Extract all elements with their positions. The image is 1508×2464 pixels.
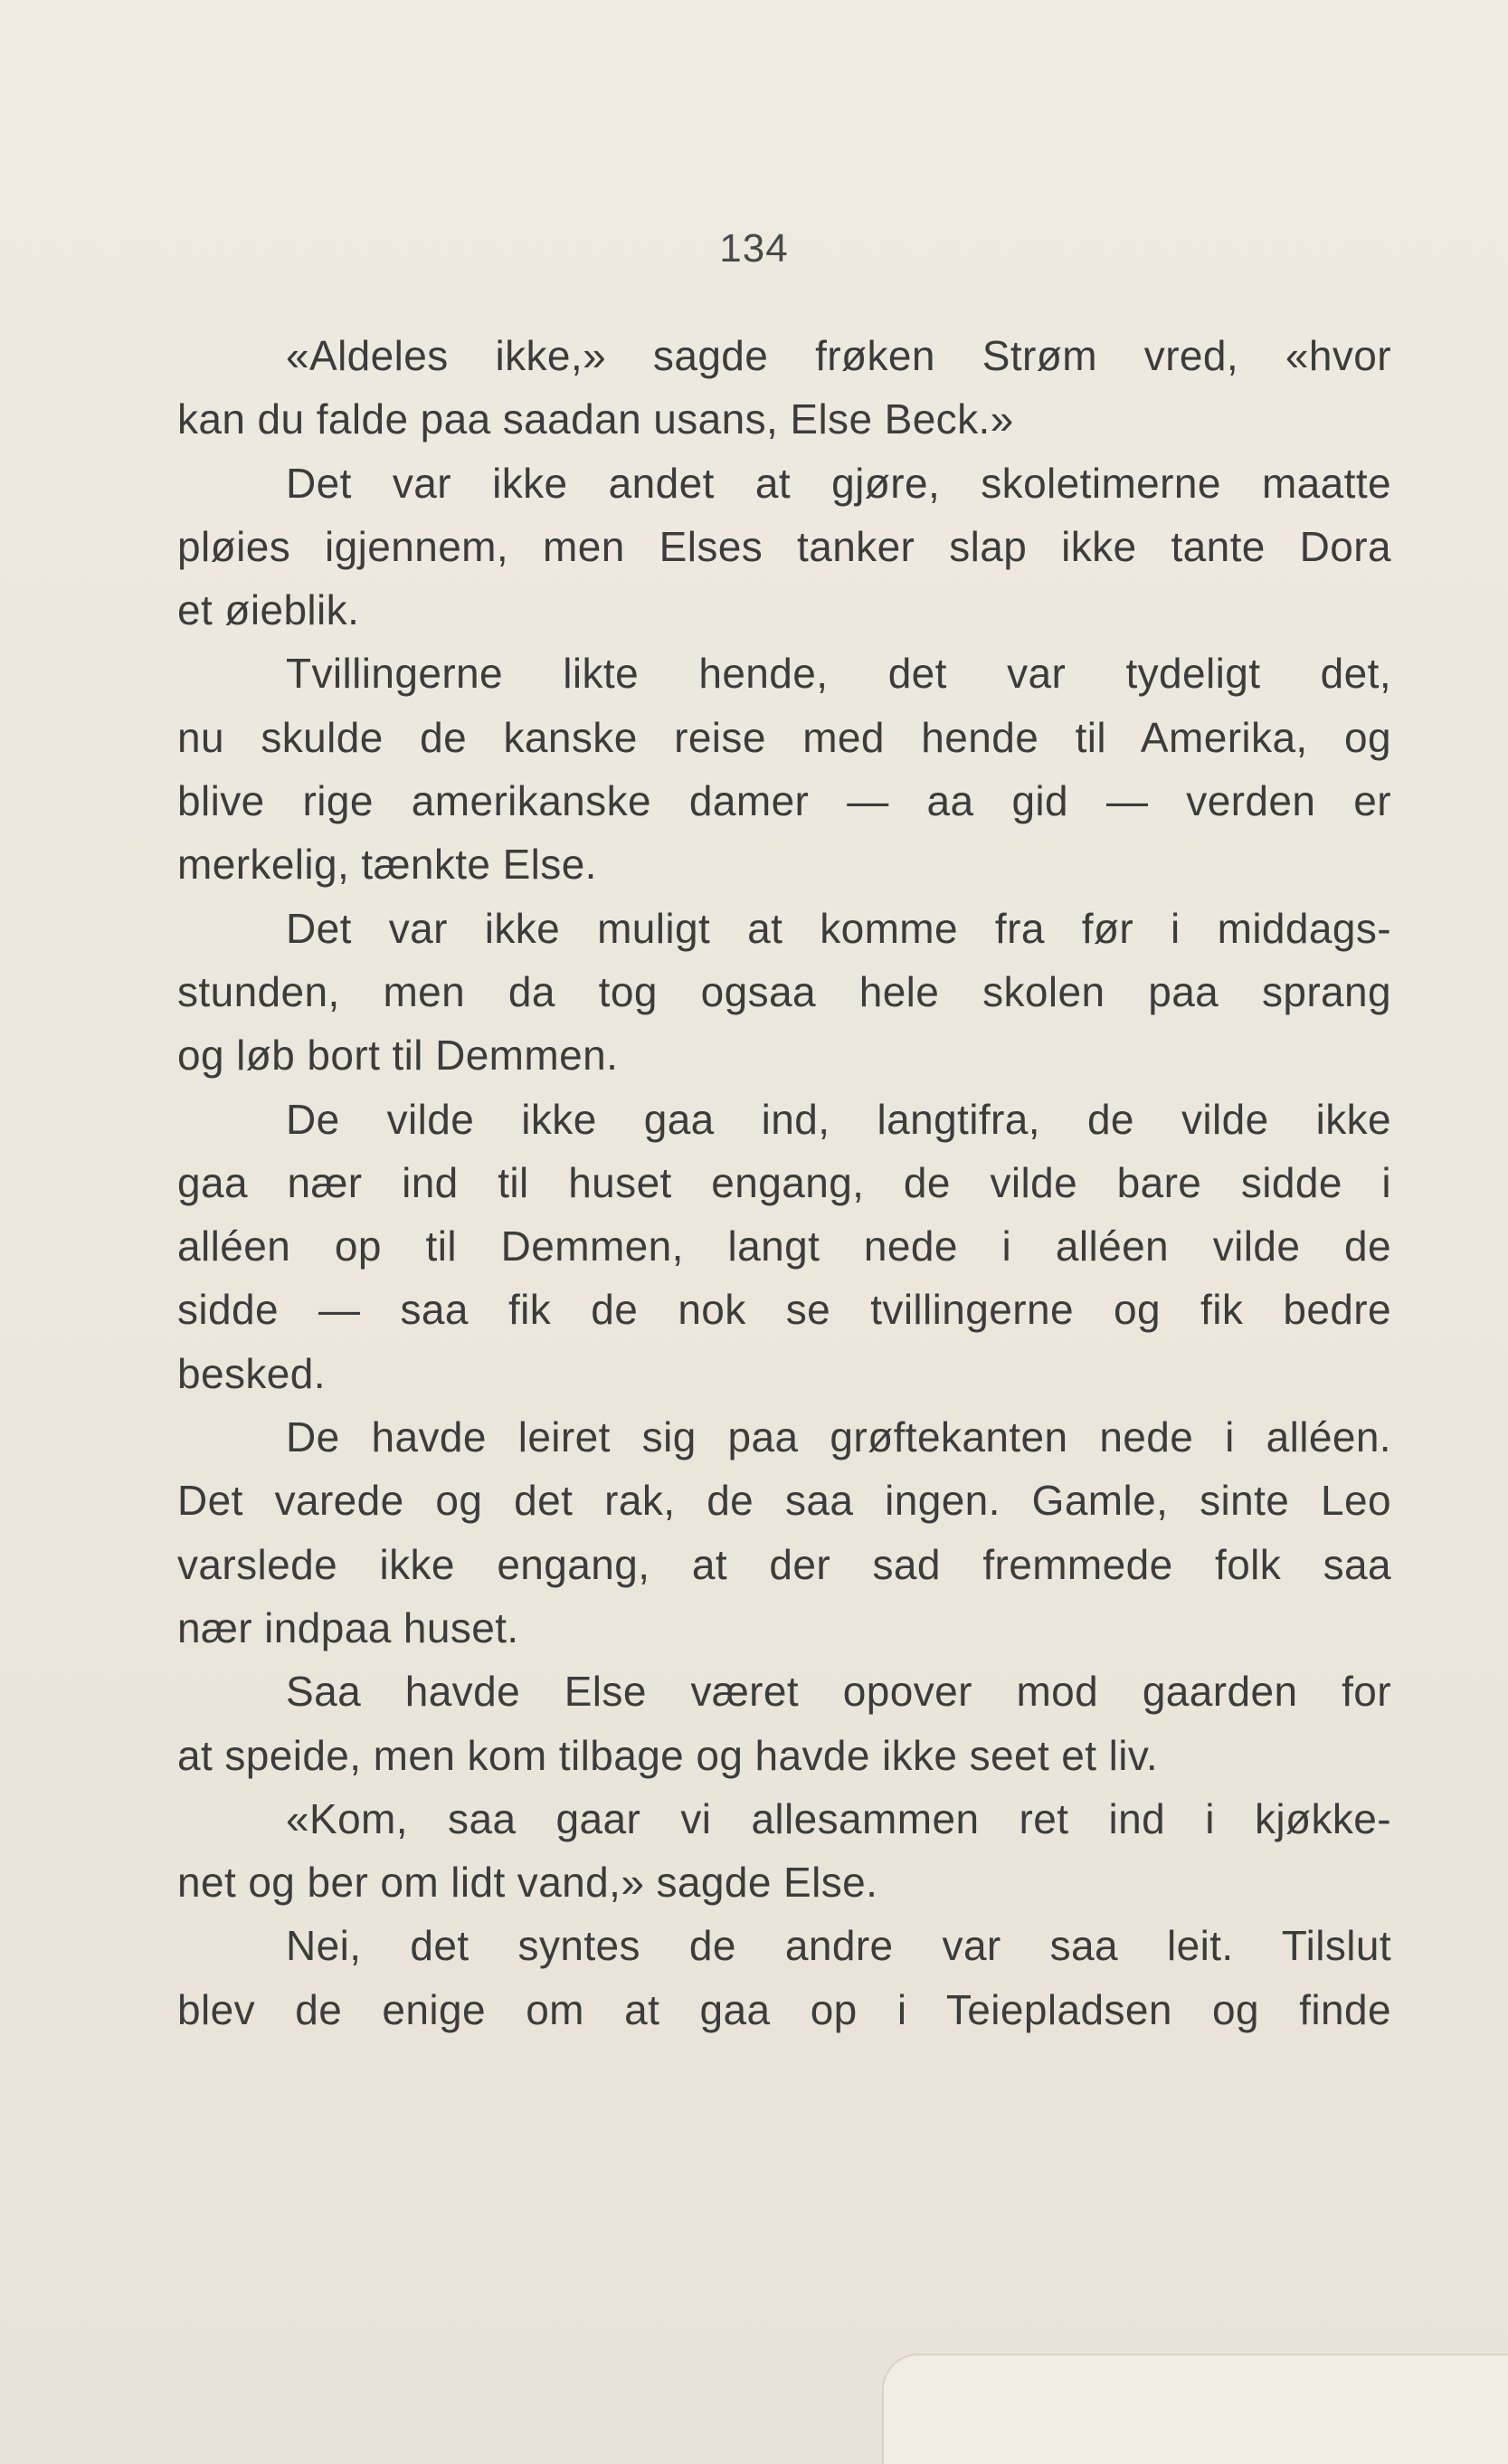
text-line: Saa havde Else været opover mod gaarden for bbox=[286, 1668, 1391, 1716]
text-line: blive rige amerikanske damer — aa gid — verden er bbox=[177, 777, 1391, 825]
body-text bbox=[177, 324, 1391, 2041]
text-line: gaa nær ind til huset engang, de vilde bare sidde i bbox=[177, 1158, 1391, 1206]
text-line: net og ber om lidt vand,» sagde Else. bbox=[177, 1859, 878, 1907]
text-line: besked. bbox=[177, 1349, 326, 1397]
text-line: pløies igjennem, men Elses tanker slap ikke tante Dora bbox=[177, 522, 1391, 570]
text-line: Det var ikke andet at gjøre, skoletimerne maatte bbox=[286, 459, 1391, 507]
text-line: Det var ikke muligt at komme fra før i middags- bbox=[286, 904, 1391, 952]
text-line: nær indpaa huset. bbox=[177, 1603, 519, 1651]
page-edge bbox=[882, 2354, 1508, 2464]
text-line: «Kom, saa gaar vi allesammen ret ind i kjøkke- bbox=[286, 1794, 1391, 1842]
text-line: Det varede og det rak, de saa ingen. Gamle, sinte Leo bbox=[177, 1477, 1391, 1525]
text-line: sidde — saa fik de nok se tvillingerne og fik bedre bbox=[177, 1286, 1391, 1334]
text-line: et øieblik. bbox=[177, 586, 360, 634]
text-line: alléen op til Demmen, langt nede i alléen vilde de bbox=[177, 1222, 1391, 1270]
text-line: merkelig, tænkte Else. bbox=[177, 841, 597, 889]
text-line: Tvillingerne likte hende, det var tydeligt det, bbox=[286, 650, 1391, 698]
text-line: De havde leiret sig paa grøftekanten nede i alléen. bbox=[286, 1413, 1391, 1461]
text-line: stunden, men da tog ogsaa hele skolen paa sprang bbox=[177, 967, 1391, 1015]
text-line: Nei, det syntes de andre var saa leit. Tilslut bbox=[286, 1922, 1391, 1970]
text-line: at speide, men kom tilbage og havde ikke seet et liv. bbox=[177, 1731, 1159, 1779]
text-line: kan du falde paa saadan usans, Else Beck.» bbox=[177, 395, 1014, 443]
text-line: blev de enige om at gaa op i Teiepladsen og finde bbox=[177, 1985, 1391, 2033]
page-number: 134 bbox=[719, 226, 789, 271]
text-line: varslede ikke engang, at der sad fremmede folk saa bbox=[177, 1540, 1391, 1588]
text-line: og løb bort til Demmen. bbox=[177, 1032, 619, 1080]
text-line: nu skulde de kanske reise med hende til Amerika, og bbox=[177, 713, 1391, 761]
text-line: De vilde ikke gaa ind, langtifra, de vilde ikke bbox=[286, 1095, 1391, 1143]
text-line: «Aldeles ikke,» sagde frøken Strøm vred, «hvor bbox=[286, 332, 1391, 379]
